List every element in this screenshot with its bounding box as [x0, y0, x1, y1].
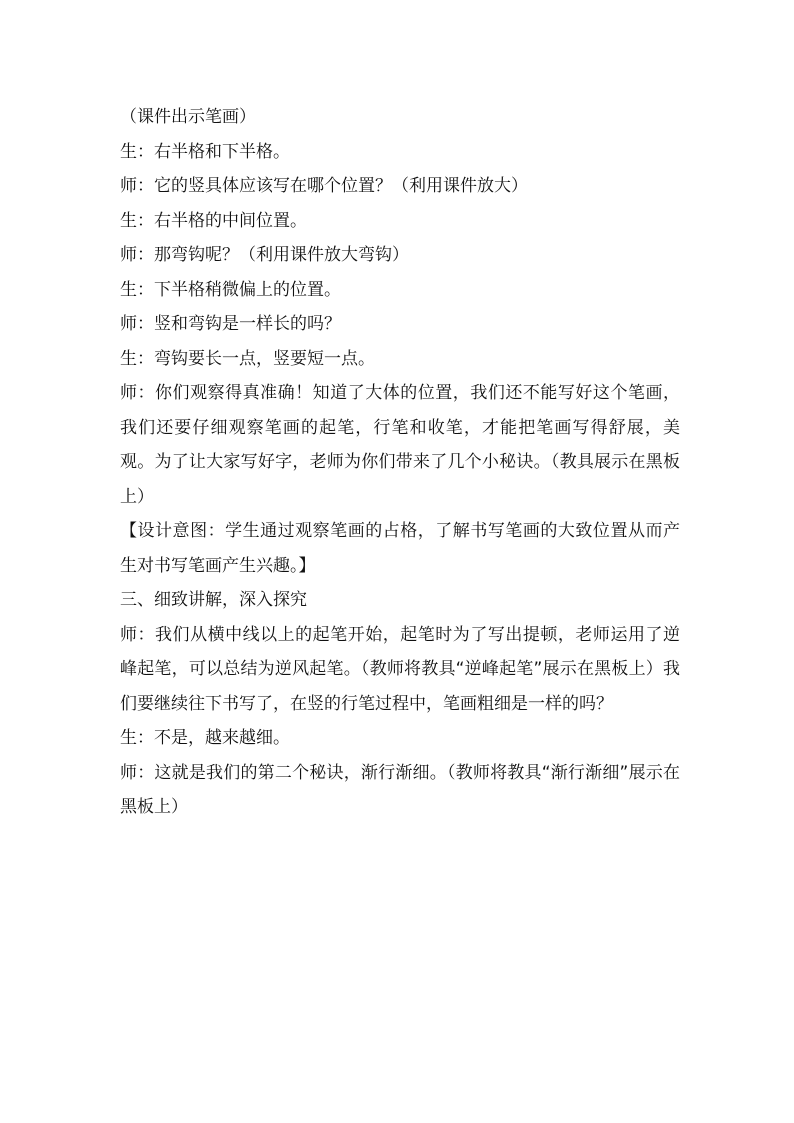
paragraph-teacher-explanation-2: 师：我们从横中线以上的起笔开始，起笔时为了写出提顿，老师运用了逆峰起笔，可以总结为逆风起笔。（教师将教具“逆峰起笔”展示在黑板上）我们要继续往下书写了，在竖的行笔过程中，笔画粗细是一样的吗？	[120, 624, 680, 714]
paragraph-student-answer-3: 生：下半格稍微偏上的位置。	[120, 279, 341, 300]
paragraph-student-answer-5: 生：不是，越来越细。	[120, 728, 290, 748]
paragraph-teacher-question-2: 师：那弯钩呢？（利用课件放大弯钩）	[120, 245, 409, 265]
paragraph-teacher-explanation-3: 师：这就是我们的第二个秘诀，渐行渐细。（教师将教具“渐行渐细”展示在黑板上）	[120, 762, 680, 817]
paragraph-design-intent: 【设计意图：学生通过观察笔画的占格，了解书写笔画的大致位置从而产生对书写笔画产生兴趣。】	[120, 521, 680, 576]
document-body	[120, 100, 680, 825]
section-heading: 三、细致讲解，深入探究	[120, 590, 307, 610]
paragraph-student-answer-1: 生：右半格和下半格。	[120, 141, 290, 162]
paragraph-student-answer-4: 生：弯钩要长一点，竖要短一点。	[120, 348, 375, 369]
paragraph-teacher-question-1: 师：它的竖具体应该写在哪个位置？（利用课件放大）	[120, 176, 528, 196]
paragraph-student-answer-2: 生：右半格的中间位置。	[120, 210, 307, 231]
paragraph-teacher-question-3: 师：竖和弯钩是一样长的吗？	[120, 314, 341, 334]
paragraph-teacher-explanation-1: 师：你们观察得真准确！知道了大体的位置，我们还不能写好这个笔画，我们还要仔细观察笔画的起笔，行笔和收笔，才能把笔画写得舒展，美观。为了让大家写好字，老师为你们带来了几个小秘诀。（教具展示在黑板上）	[120, 383, 680, 507]
paragraph-courseware-note: （课件出示笔画）	[120, 107, 256, 127]
